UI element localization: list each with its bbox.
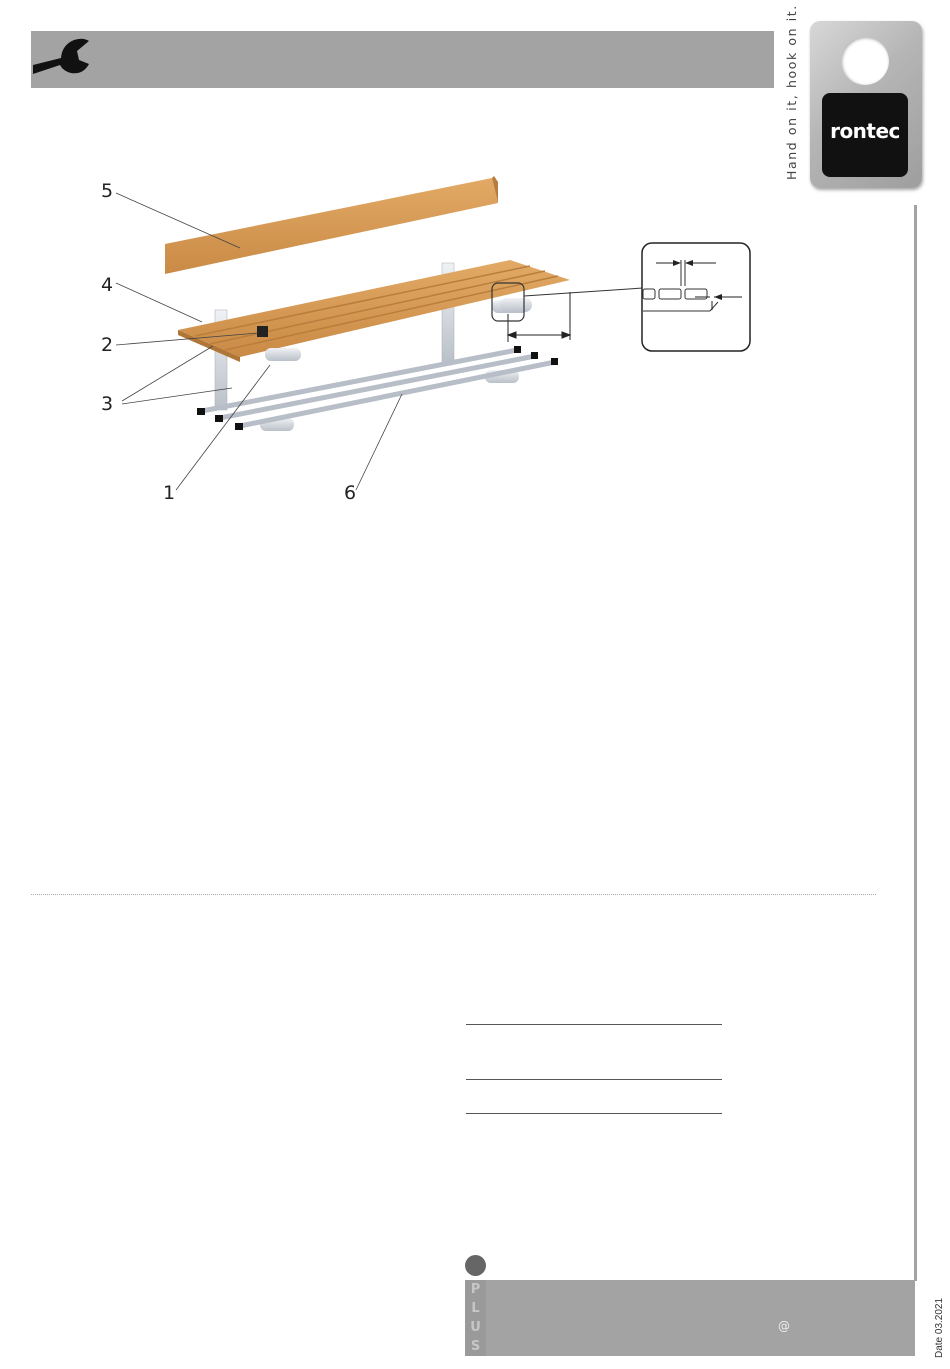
form-line-2 xyxy=(466,1079,722,1080)
detail-leader xyxy=(524,288,643,296)
logo-badge xyxy=(822,93,908,177)
plus-letter-l: L xyxy=(471,1301,480,1316)
callout-5: 5 xyxy=(101,180,114,202)
callout-3: 3 xyxy=(101,393,114,415)
callout-6: 6 xyxy=(344,482,357,504)
callout-4: 4 xyxy=(101,274,114,296)
slat-gap-detail-inset xyxy=(642,243,750,351)
backrest-board xyxy=(165,176,498,274)
callout-1: 1 xyxy=(163,482,176,504)
logo-wordmark: rontec xyxy=(830,119,900,143)
plus-footer-bar xyxy=(465,1280,915,1356)
form-line-1 xyxy=(466,1024,722,1025)
plus-letter-u: U xyxy=(470,1320,481,1335)
callout-2: 2 xyxy=(101,334,114,356)
plus-letter-s: S xyxy=(470,1339,481,1354)
section-divider xyxy=(31,894,876,895)
header-bar xyxy=(31,31,774,88)
logo-hanger-hole xyxy=(841,37,889,85)
plus-dot xyxy=(465,1255,486,1276)
shoe-rails xyxy=(197,346,558,430)
form-line-3 xyxy=(466,1113,722,1114)
wrench-icon xyxy=(31,31,91,88)
plus-letter-p: P xyxy=(470,1282,481,1297)
bench-assembly-diagram xyxy=(90,170,770,510)
brand-tagline: Hand on it, hook on it. xyxy=(784,4,799,180)
brand-logo xyxy=(810,21,922,188)
document-date: Date 03.2021 xyxy=(934,1297,945,1358)
fixing-block xyxy=(257,326,268,337)
plus-letter-column xyxy=(465,1280,486,1356)
email-at-sign: @ xyxy=(778,1319,790,1333)
right-edge-rule xyxy=(914,205,917,1281)
